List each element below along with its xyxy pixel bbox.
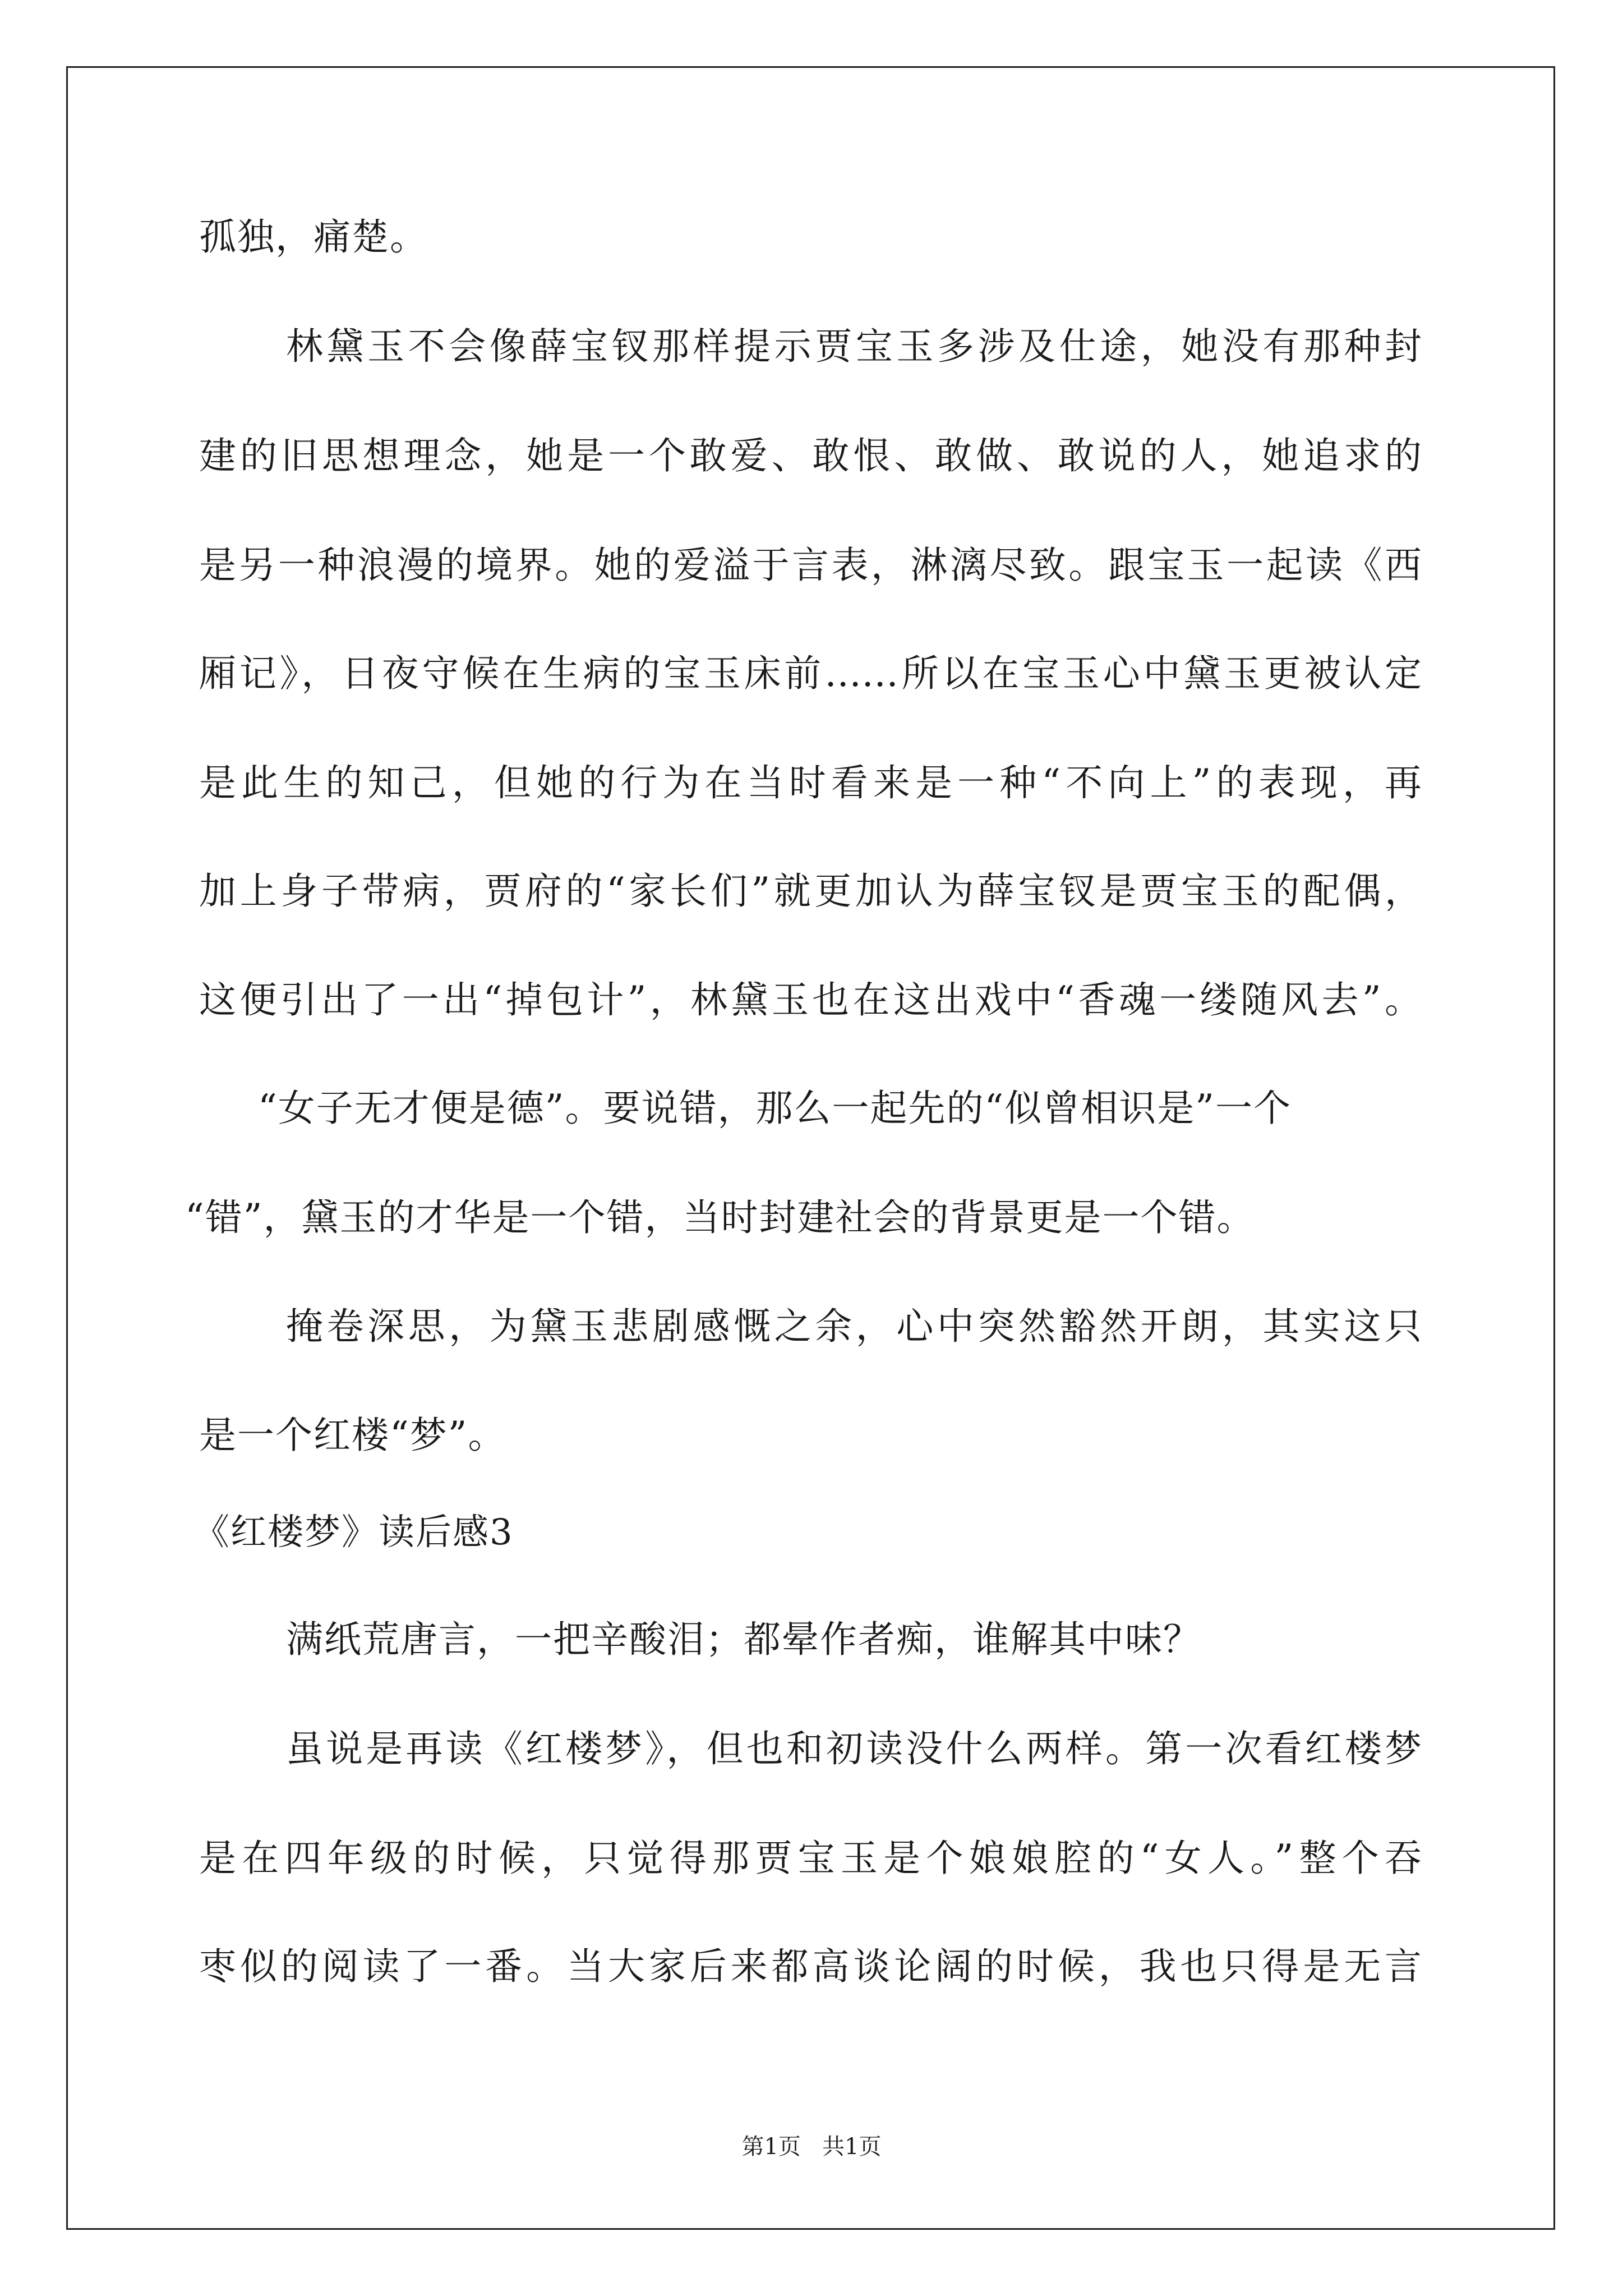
section-heading: 《红楼梦》读后感3 bbox=[193, 1512, 514, 1553]
paragraph-line: 孤独，痛楚。 bbox=[199, 215, 428, 259]
paragraph-line: 满纸荒唐言，一把辛酸泪；都晕作者痴，谁解其中味？ bbox=[286, 1618, 1201, 1661]
paragraph-line: 是在四年级的时候，只觉得那贾宝玉是个娘娘腔的“女人。”整个吞 bbox=[199, 1837, 1422, 1880]
paragraph-line: “女子无才便是德”。要说错，那么一起先的“似曾相识是”一个 bbox=[258, 1087, 1292, 1130]
paragraph-line: 是此生的知己，但她的行为在当时看来是一种“不向上”的表现，再 bbox=[199, 761, 1422, 804]
page-footer: 第1页 共1页 bbox=[741, 2134, 882, 2160]
paragraph-line: “错”，黛玉的才华是一个错，当时封建社会的背景更是一个错。 bbox=[185, 1196, 1255, 1239]
paragraph-line: 是另一种浪漫的境界。她的爱溢于言表，淋漓尽致。跟宝玉一起读《西 bbox=[199, 544, 1422, 587]
paragraph-line: 林黛玉不会像薛宝钗那样提示贾宝玉多涉及仕途，她没有那种封 bbox=[286, 325, 1422, 368]
paragraph-line: 是一个红楼“梦”。 bbox=[199, 1414, 506, 1457]
paragraph-line: 这便引出了一出“掉包计”，林黛玉也在这出戏中“香魂一缕随风去”。 bbox=[199, 978, 1422, 1022]
paragraph-line: 建的旧思想理念，她是一个敢爱、敢恨、敢做、敢说的人，她追求的 bbox=[199, 434, 1422, 477]
paragraph-line: 加上身子带病，贾府的“家长们”就更加认为薛宝钗是贾宝玉的配偶， bbox=[199, 869, 1422, 913]
page-border bbox=[66, 66, 1555, 2230]
paragraph-line: 掩卷深思，为黛玉悲剧感慨之余，心中突然豁然开朗，其实这只 bbox=[286, 1305, 1422, 1348]
paragraph-line: 枣似的阅读了一番。当大家后来都高谈论阔的时候，我也只得是无言 bbox=[199, 1945, 1422, 1988]
paragraph-line: 虽说是再读《红楼梦》，但也和初读没什么两样。第一次看红楼梦 bbox=[286, 1727, 1422, 1770]
paragraph-line: 厢记》，日夜守候在生病的宝玉床前……所以在宝玉心中黛玉更被认定 bbox=[199, 652, 1422, 695]
